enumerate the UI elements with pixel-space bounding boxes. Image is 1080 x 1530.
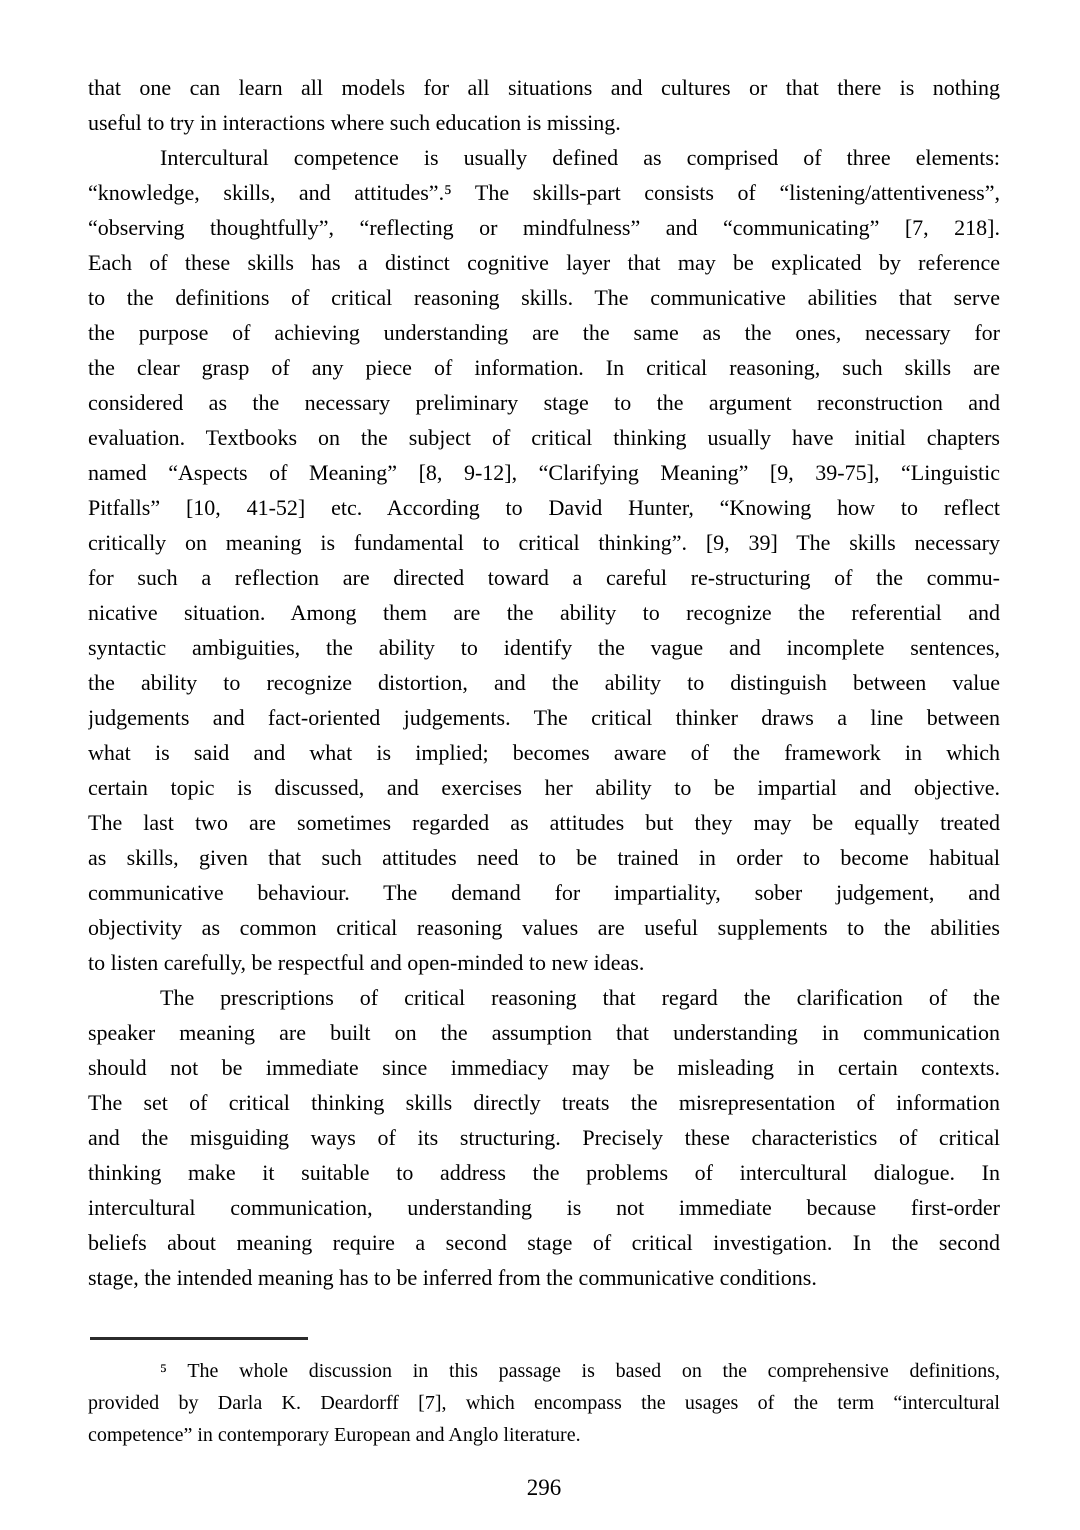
body-text-line: “knowledge, skills, and attitudes”.⁵ The skills-part consists of “listening/attentiveness”,: [88, 180, 1000, 205]
footnote-separator: [90, 1337, 308, 1340]
body-text-line: judgements and fact-oriented judgements. The critical thinker draws a line between: [88, 705, 1000, 730]
body-text-line: speaker meaning are built on the assumption that understanding in communication: [88, 1020, 1000, 1045]
footnote-line: provided by Darla K. Deardorff [7], which encompass the usages of the term “intercultural: [88, 1392, 1000, 1414]
body-text-line: what is said and what is implied; becomes aware of the framework in which: [88, 740, 1000, 765]
body-text-line: the purpose of achieving understanding are the same as the ones, necessary for: [88, 320, 1000, 345]
body-text-line: thinking make it suitable to address the problems of intercultural dialogue. In: [88, 1160, 1000, 1185]
body-text-line: useful to try in interactions where such education is missing.: [88, 110, 621, 135]
body-text-line: the clear grasp of any piece of information. In critical reasoning, such skills are: [88, 355, 1000, 380]
body-text-line: syntactic ambiguities, the ability to identify the vague and incomplete sentences,: [88, 635, 1000, 660]
body-text-line: communicative behaviour. The demand for impartiality, sober judgement, and: [88, 880, 1000, 905]
body-text-line: certain topic is discussed, and exercises her ability to be impartial and objective.: [88, 775, 1000, 800]
page-number: 296: [526, 1475, 562, 1500]
body-text-line: to the definitions of critical reasoning skills. The communicative abilities that serve: [88, 285, 1000, 310]
body-text-line: critically on meaning is fundamental to critical thinking”. [9, 39] The skills necessary: [88, 530, 1000, 555]
body-text-line: considered as the necessary preliminary stage to the argument reconstruction and: [88, 390, 1000, 415]
body-text-line: and the misguiding ways of its structuring. Precisely these characteristics of critical: [88, 1125, 1000, 1150]
body-text-line: that one can learn all models for all situations and cultures or that there is nothing: [88, 75, 1000, 100]
body-text-line: intercultural communication, understanding is not immediate because first-order: [88, 1195, 1000, 1220]
body-text-line: nicative situation. Among them are the ability to recognize the referential and: [88, 600, 1000, 625]
body-text-line: “observing thoughtfully”, “reflecting or mindfulness” and “communicating” [7, 218].: [88, 215, 1000, 240]
footnote-line: competence” in contemporary European and Anglo literature.: [88, 1424, 581, 1446]
body-text-line: the ability to recognize distortion, and the ability to distinguish between value: [88, 670, 1000, 695]
footnote-line: ⁵ The whole discussion in this passage is based on the comprehensive definitions,: [160, 1360, 1000, 1382]
body-text-line: as skills, given that such attitudes need to be trained in order to become habitual: [88, 845, 1000, 870]
body-text-line: to listen carefully, be respectful and open-minded to new ideas.: [88, 950, 645, 975]
body-text-line: Intercultural competence is usually defined as comprised of three elements:: [160, 145, 1000, 170]
body-text-line: Each of these skills has a distinct cognitive layer that may be explicated by reference: [88, 250, 1000, 275]
body-text-line: named “Aspects of Meaning” [8, 9-12], “Clarifying Meaning” [9, 39-75], “Linguistic: [88, 460, 1000, 485]
body-text-line: objectivity as common critical reasoning values are useful supplements to the abilities: [88, 915, 1000, 940]
body-text-line: for such a reflection are directed toward a careful re-structuring of the commu-: [88, 565, 1000, 590]
body-text-line: evaluation. Textbooks on the subject of critical thinking usually have initial chapters: [88, 425, 1000, 450]
body-text-line: The prescriptions of critical reasoning that regard the clarification of the: [160, 985, 1000, 1010]
body-text-line: Pitfalls” [10, 41-52] etc. According to David Hunter, “Knowing how to reflect: [88, 495, 1000, 520]
body-text-line: stage, the intended meaning has to be inferred from the communicative conditions.: [88, 1265, 817, 1290]
body-text-line: beliefs about meaning require a second stage of critical investigation. In the second: [88, 1230, 1000, 1255]
footnote: [88, 1355, 1000, 1451]
body-text-line: should not be immediate since immediacy may be misleading in certain contexts.: [88, 1055, 1000, 1080]
body-text-line: The last two are sometimes regarded as attitudes but they may be equally treated: [88, 810, 1000, 835]
body-text-line: The set of critical thinking skills directly treats the misrepresentation of information: [88, 1090, 1000, 1115]
body-text: [88, 70, 1000, 1295]
